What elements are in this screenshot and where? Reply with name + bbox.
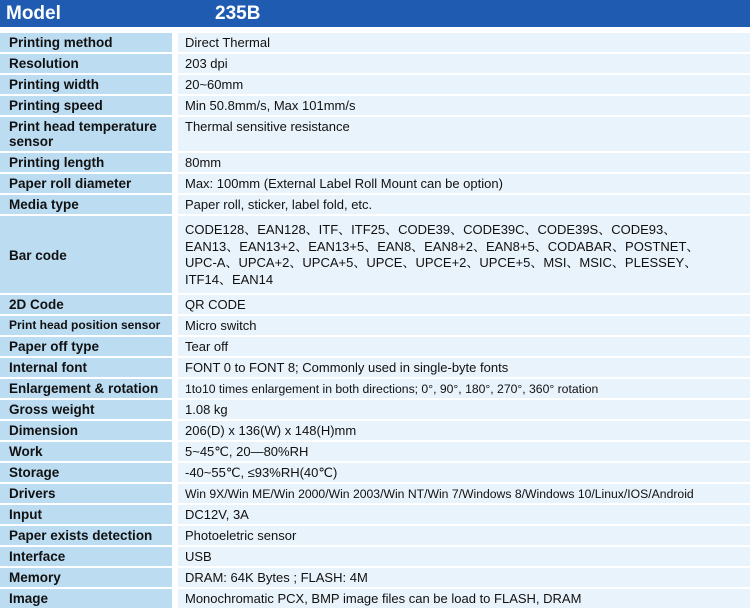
spec-key: Printing speed [0, 96, 172, 115]
spec-value: Paper roll, sticker, label fold, etc. [178, 195, 750, 214]
spec-value: USB [178, 547, 750, 566]
spec-row [0, 33, 750, 52]
spec-value: Min 50.8mm/s, Max 101mm/s [178, 96, 750, 115]
spec-key: Image [0, 589, 172, 608]
spec-key: Storage [0, 463, 172, 482]
spec-key: Bar code [0, 216, 172, 293]
spec-key: Drivers [0, 484, 172, 503]
spec-row [0, 358, 750, 377]
spec-key: Media type [0, 195, 172, 214]
spec-value: Tear off [178, 337, 750, 356]
spec-row [0, 484, 750, 503]
spec-row [0, 379, 750, 398]
spec-row [0, 589, 750, 608]
model-label: Model [6, 2, 61, 24]
spec-value: Micro switch [178, 316, 750, 335]
spec-key: Printing method [0, 33, 172, 52]
spec-row [0, 442, 750, 461]
spec-value: QR CODE [178, 295, 750, 314]
spec-key: Work [0, 442, 172, 461]
spec-row [0, 295, 750, 314]
spec-key: Printing width [0, 75, 172, 94]
spec-key: Paper exists detection [0, 526, 172, 545]
spec-key: 2D Code [0, 295, 172, 314]
spec-value: 80mm [178, 153, 750, 172]
spec-row [0, 421, 750, 440]
spec-value: FONT 0 to FONT 8; Commonly used in single-byte fonts [178, 358, 750, 377]
spec-value: DC12V, 3A [178, 505, 750, 524]
spec-row [0, 54, 750, 73]
spec-key: Print head temperature sensor [0, 117, 172, 151]
spec-key: Resolution [0, 54, 172, 73]
spec-row [0, 174, 750, 193]
spec-value: 1to10 times enlargement in both directions; 0°, 90°, 180°, 270°, 360° rotation [178, 379, 750, 398]
spec-row [0, 568, 750, 587]
spec-value: Thermal sensitive resistance [178, 117, 750, 151]
spec-row [0, 316, 750, 335]
spec-value: 206(D) x 136(W) x 148(H)mm [178, 421, 750, 440]
spec-key: Memory [0, 568, 172, 587]
spec-key: Gross weight [0, 400, 172, 419]
model-header [0, 0, 750, 27]
spec-value: -40~55℃, ≤93%RH(40℃) [178, 463, 750, 482]
spec-table [0, 33, 750, 610]
model-value: 235B [215, 2, 261, 24]
spec-value: 20~60mm [178, 75, 750, 94]
spec-key: Internal font [0, 358, 172, 377]
spec-value: Win 9X/Win ME/Win 2000/Win 2003/Win NT/Win 7/Windows 8/Windows 10/Linux/IOS/Android [178, 484, 750, 503]
spec-row [0, 153, 750, 172]
spec-row [0, 547, 750, 566]
spec-value: 1.08 kg [178, 400, 750, 419]
spec-row [0, 526, 750, 545]
spec-row [0, 195, 750, 214]
spec-row [0, 400, 750, 419]
spec-value: Photoeletric sensor [178, 526, 750, 545]
spec-row [0, 505, 750, 524]
spec-value: Max: 100mm (External Label Roll Mount can be option) [178, 174, 750, 193]
spec-key: Print head position sensor [0, 316, 172, 335]
spec-key: Dimension [0, 421, 172, 440]
spec-row [0, 337, 750, 356]
spec-value: CODE128、EAN128、ITF、ITF25、CODE39、CODE39C、CODE39S、CODE93、 EAN13、EAN13+2、EAN13+5、EAN8、EAN8+2、EAN8+5、CODABAR、POSTNET、 UPC-A、UPCA+2、UPCA+5、UPCE、UPCE+2、UPCE+5、MSI、MSIC、PLESSEY、 ITF14、EAN14 [178, 216, 750, 293]
spec-value: 203 dpi [178, 54, 750, 73]
spec-value: Direct Thermal [178, 33, 750, 52]
spec-key: Interface [0, 547, 172, 566]
spec-row [0, 117, 750, 151]
spec-row [0, 216, 750, 293]
spec-row [0, 75, 750, 94]
spec-row [0, 463, 750, 482]
spec-key: Printing length [0, 153, 172, 172]
spec-value: 5~45℃, 20—80%RH [178, 442, 750, 461]
spec-value: DRAM: 64K Bytes ; FLASH: 4M [178, 568, 750, 587]
spec-row [0, 96, 750, 115]
spec-key: Paper roll diameter [0, 174, 172, 193]
spec-key: Paper off type [0, 337, 172, 356]
spec-key: Enlargement & rotation [0, 379, 172, 398]
spec-value: Monochromatic PCX, BMP image files can be load to FLASH, DRAM [178, 589, 750, 608]
spec-key: Input [0, 505, 172, 524]
